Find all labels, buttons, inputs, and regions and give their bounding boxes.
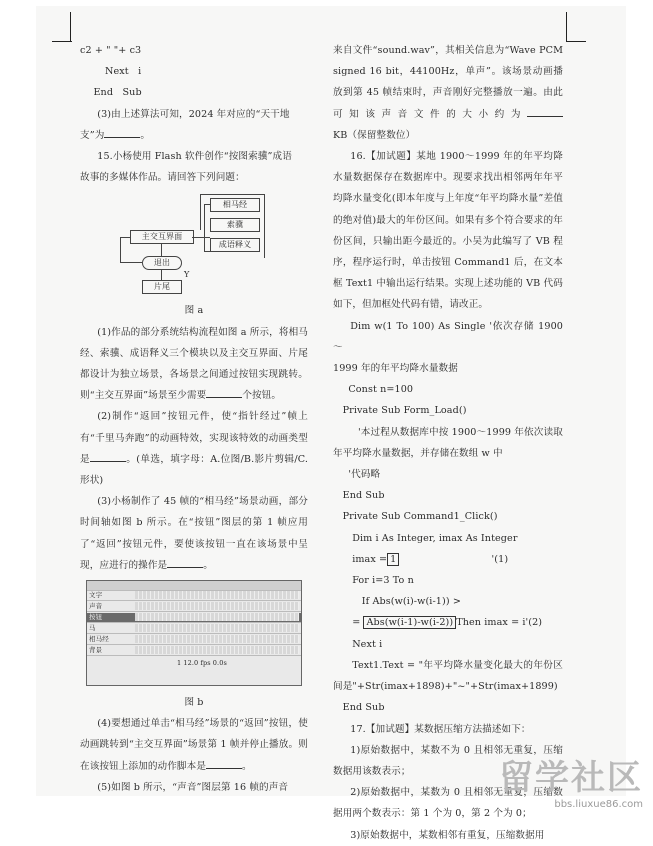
node-suoji: 索骥 [210, 218, 260, 232]
code-line: 1999 年的年平均降水量数据 [333, 363, 458, 375]
question-15-1: (1)作品的部分系统结构流程如图 a 所示，将相马经、索骥、成语释义三个模块以及主交互界面、片尾都设计为独立场景，各场景之间通过按钮实现跳转。则“主交互界面”场景至少需要 个按钮。 [80, 326, 308, 402]
connector [120, 262, 142, 263]
question-15-4: (4)要想通过单击“相马经”场景的“返回”按钮，使动画跳转到“主交互界面”场景第 1 帧并停止播放。则在该按钮上添加的动作脚本是 。 [80, 718, 308, 772]
question-17: 17.【加试题】某数据压缩方法描述如下： [350, 723, 531, 735]
decision-yes-label: Y [184, 270, 190, 280]
timeline-status: 1 12.0 fps 0.0s [177, 659, 227, 668]
node-exit-decision: 退出 [142, 256, 182, 270]
connector [200, 194, 201, 230]
left-column [80, 40, 308, 798]
code-line: Text1.Text = "年平均降水量变化最大的年份区间是"+Str(imax+1898)+"~"+Str(imax+1899) [333, 659, 563, 693]
node-xiangmajing: 相马经 [210, 198, 260, 212]
connector [204, 204, 210, 205]
timeline-layer: 相马经 [87, 635, 301, 645]
error-box-2: Abs(w(i-1)-w(i-2)) [363, 616, 456, 629]
crop-mark-left-horizontal [52, 41, 72, 42]
connector [161, 244, 162, 256]
connector [204, 251, 210, 252]
figure-a-flowchart [80, 190, 308, 298]
answer-blank[interactable] [104, 127, 140, 138]
answer-blank[interactable] [90, 451, 126, 462]
connector [161, 270, 162, 280]
answer-blank[interactable] [527, 106, 563, 117]
code-line: End Sub [342, 490, 385, 502]
answer-blank[interactable] [167, 557, 203, 568]
question-15: 15.小杨使用 Flash 软件创作“按图索骥”成语 [97, 151, 292, 163]
code-line: Const n=100 [348, 384, 414, 396]
timeline-layer: 马 [87, 624, 301, 634]
code-comment: '本过程从数据库中按 1900～1999 年依次读取年平均降水量数据，并存储在数组 w 中 [333, 426, 563, 459]
code-line: Private Sub Command1_Click() [342, 511, 498, 523]
code-comment: '代码略 [348, 469, 381, 481]
question-17-rule-1: 1)原始数据中，某数不为 0 且相邻无重复，压缩数据用该数表示； [333, 744, 563, 777]
question-15-3: (3)小杨制作了 45 帧的“相马经”场景动画，部分时间轴如图 b 所示。在“按钮”图层的第 1 帧应用了“返回”按钮元件，要使该按钮一直在该场景中呈现，应进行的操作是 。 [80, 496, 308, 571]
question-3: (3)由上述算法可知，2024 年对应的“天干地 [97, 108, 290, 120]
node-chengyu: 成语释义 [210, 238, 260, 252]
question-15-5-cont: 来自文件“sound.wav”，其相关信息为“Wave PCM signed 16 bit，44100Hz，单声”。该场景动画播放到第 45 帧结束时，声音刚好完整播放一遍。由此可知该声音文件的大小约为KB（保留整数位） [333, 45, 563, 141]
connector [192, 237, 210, 238]
question-15-5: (5)如图 b 所示，“声音”图层第 16 帧的声音 [97, 781, 289, 793]
question-15-2: (2)制作“返回”按钮元件，使“指针经过”帧上有“千里马奔跑”的动画特效，实现该特效的动画类型是 。(单选，填字母：A.位图/B.影片剪辑/C.形状) [80, 411, 308, 487]
code-line: End Sub [93, 87, 142, 99]
connector [204, 204, 205, 252]
watermark-title: 留学社区 [499, 758, 643, 798]
site-watermark [499, 750, 643, 810]
crop-mark-right-vertical [566, 12, 567, 42]
code-line: Next i [104, 66, 142, 78]
crop-mark-right-horizontal [566, 41, 586, 42]
connector [120, 237, 130, 238]
timeline-layer-selected: 按钮 [87, 613, 301, 623]
code-line: Next i [352, 638, 383, 650]
code-line: End Sub [342, 702, 385, 714]
question-16: 16.【加试题】某地 1900～1999 年的年平均降水量数据保存在数据库中。现要求找出相邻两年年平均降水量变化(即本年度与上年度“年平均降水量”差值的绝对值)最大的年份区间。如果有多个符合要求的年份区间，只输出距今最近的。小吴为此编写了 VB 程序，程序运行时，单击按钮 Command1 后，在文本框 Text1 中输出运行结果。实现上述功能的 VB 代码如下，但加框处代码有错，请改正。 [333, 151, 563, 311]
crop-mark-left-vertical [70, 12, 71, 42]
timeline-layer: 声音 [87, 602, 301, 612]
figure-b-timeline [86, 580, 302, 686]
code-line: For i=3 To n [352, 575, 414, 587]
answer-blank[interactable] [206, 387, 242, 398]
connector [120, 237, 121, 263]
timeline-layer: 文字 [87, 591, 301, 601]
figure-b-caption: 图 b [184, 697, 204, 709]
question-3-cont: 支”为 。 [80, 125, 308, 146]
code-line-2: = Abs(w(i-1)-w(i-2)) Then imax = i'(2) [352, 617, 543, 629]
timeline-layer: 背景 [87, 646, 301, 656]
code-line: Dim w(1 To 100) As Single '依次存储 1900～ [333, 320, 563, 353]
watermark-url: bbs.liuxue86.com [554, 799, 643, 810]
answer-blank[interactable] [206, 758, 242, 769]
node-main-interface: 主交互界面 [130, 230, 194, 244]
question-17-rule-3: 3)原始数据中，某数相邻有重复，压缩数据用 [350, 829, 545, 841]
error-box-1: 1 [387, 553, 399, 566]
code-line-1: imax = 1 '(1) [352, 553, 509, 565]
right-column [333, 40, 563, 846]
question-17-rule-2: 2)原始数据中，某数为 0 且相邻无重复，压缩数据用两个数表示：第 1 个为 0，第 2 个为 0； [333, 787, 563, 820]
connector [264, 194, 265, 258]
code-line: Dim i As Integer, imax As Integer [352, 532, 518, 544]
code-line: c2 + " "+ c3 [80, 45, 142, 56]
code-line: If Abs(w(i)-w(i-1)) > [361, 596, 461, 608]
question-15-cont: 故事的多媒体作品。请回答下列问题： [80, 172, 245, 184]
node-ending: 片尾 [142, 280, 182, 294]
figure-a-caption: 图 a [184, 305, 204, 317]
connector [200, 194, 265, 195]
timeline-header [87, 581, 301, 591]
code-line: Private Sub Form_Load() [342, 405, 467, 417]
